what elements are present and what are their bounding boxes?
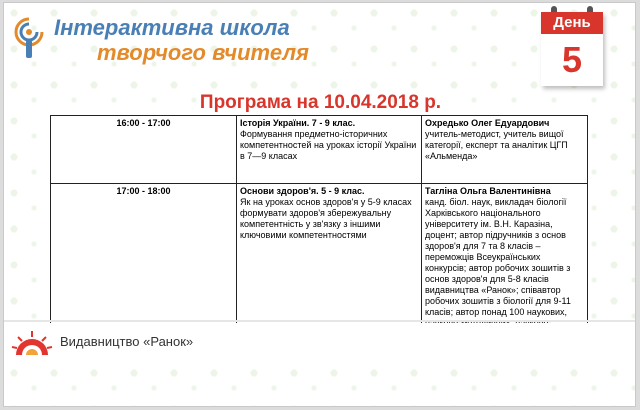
ranok-sun-logo-icon: [10, 329, 54, 357]
calendar-label: День: [541, 12, 603, 34]
speaker-cell: [422, 184, 588, 343]
school-title-line2: творчого вчителя: [97, 40, 309, 65]
topic-title: Історія України. 7 - 9 клас.: [240, 118, 356, 128]
table-row: [51, 116, 588, 184]
schedule-table: [50, 115, 588, 343]
topic-description: Як на уроках основ здоров'я у 5-9 класах формувати здоров'я збережувальну компетентність у зв'язку з іншими ключовими компетентностями: [240, 197, 412, 240]
topic-title: Основи здоров'я. 5 - 9 клас.: [240, 186, 365, 196]
time-slot: 16:00 - 17:00: [51, 116, 237, 184]
program-title: Програма на 10.04.2018 р.: [199, 92, 442, 113]
calendar-icon: [541, 12, 603, 86]
publisher-name: Видавництво «Ранок»: [60, 334, 194, 349]
speaker-name: Охредько Олег Едуардович: [425, 118, 550, 128]
speaker-description: учитель-методист, учитель вищої категорії, експерт та аналітик ЦГП «Альменда»: [425, 129, 568, 161]
time-slot: 17:00 - 18:00: [51, 184, 237, 343]
calendar-day-number: 5: [561, 39, 583, 80]
topic-cell: [237, 116, 422, 184]
footer-divider: [4, 320, 636, 322]
topic-cell: [237, 184, 422, 343]
speaker-description: канд. біол. наук, викладач біології Харківського національного університету ім. В.Н. Каразіна, доцент; автор підручників з основ здоров'я для 7 та 8 класів – переможців Всеукраїнських конкурсів; автор робочих зошитів з основ здоров'я для 5-8 класів видавництва «Ранок»; співавтор робочих зошитів з біології для 9-11 класів; автор понад 100 наукових,: [425, 197, 571, 317]
slide: [3, 2, 636, 407]
school-title-line1: Інтерактивна школа: [54, 15, 290, 40]
school-logo-icon: [12, 15, 46, 61]
topic-description: Формування предметно-історичних компетентностей на уроках історії України в 7—9 класах: [240, 129, 417, 161]
speaker-cell: [422, 116, 588, 184]
table-row: [51, 184, 588, 343]
speaker-name: Тагліна Ольга Валентинівна: [425, 186, 551, 196]
